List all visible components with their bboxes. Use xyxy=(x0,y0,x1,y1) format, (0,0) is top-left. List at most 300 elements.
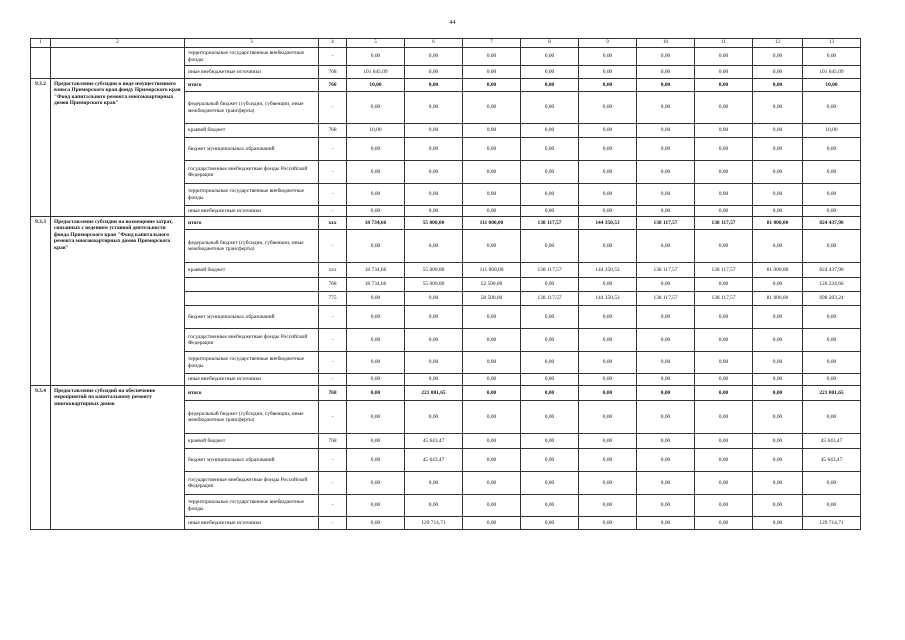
table-row xyxy=(31,386,861,401)
amount-cell: 0,00 xyxy=(695,138,753,161)
budget-code-cell: xxx xyxy=(319,263,347,278)
amount-cell: 0,00 xyxy=(579,92,637,124)
budget-code-cell: - xyxy=(319,206,347,217)
amount-cell: 0,00 xyxy=(405,79,463,92)
amount-cell: 0,00 xyxy=(695,124,753,138)
budget-code-cell: xxx xyxy=(319,217,347,230)
amount-cell: 0,00 xyxy=(347,306,405,329)
amount-cell: 0,00 xyxy=(579,352,637,374)
funding-source-cell: государственные внебюджетные фонды Российской Федерации xyxy=(185,161,319,184)
budget-code-cell: - xyxy=(319,230,347,263)
column-number-cell: 5 xyxy=(347,39,405,48)
amount-cell: 0,00 xyxy=(405,138,463,161)
amount-cell: 0,00 xyxy=(347,434,405,449)
amount-cell: 0,00 xyxy=(637,495,695,517)
amount-cell: 0,00 xyxy=(463,449,521,472)
amount-cell: 0,00 xyxy=(347,206,405,217)
budget-code-cell: 768 xyxy=(319,386,347,401)
amount-cell: 0,00 xyxy=(579,66,637,79)
amount-cell: 0,00 xyxy=(347,184,405,206)
column-number-cell: 1 xyxy=(31,39,51,48)
amount-cell: 81 000,00 xyxy=(753,292,803,306)
amount-cell: 0,00 xyxy=(695,352,753,374)
amount-cell: 698 203,24 xyxy=(803,292,861,306)
budget-code-cell: 768 xyxy=(319,66,347,79)
amount-cell: 0,00 xyxy=(637,329,695,352)
amount-cell: 0,00 xyxy=(579,386,637,401)
amount-cell: 138 117,57 xyxy=(521,263,579,278)
funding-source-cell: итого xyxy=(185,79,319,92)
amount-cell: 0,00 xyxy=(695,472,753,495)
amount-cell: 0,00 xyxy=(405,292,463,306)
amount-cell: 0,00 xyxy=(405,206,463,217)
amount-cell: 0,00 xyxy=(405,184,463,206)
amount-cell: 138 117,57 xyxy=(695,217,753,230)
funding-source-cell: государственные внебюджетные фонды Российской Федерации xyxy=(185,472,319,495)
amount-cell: 0,00 xyxy=(521,495,579,517)
funding-source-cell: краевой бюджет xyxy=(185,263,319,278)
amount-cell: 0,00 xyxy=(347,517,405,530)
budget-code-cell: - xyxy=(319,401,347,434)
amount-cell: 0,00 xyxy=(347,161,405,184)
amount-cell: 0,00 xyxy=(405,374,463,386)
budget-code-cell: - xyxy=(319,161,347,184)
amount-cell: 0,00 xyxy=(753,401,803,434)
amount-cell: 0,00 xyxy=(463,374,521,386)
budget-table xyxy=(30,38,861,530)
funding-source-cell: бюджет муниципальных образований xyxy=(185,449,319,472)
amount-cell: 0,00 xyxy=(637,401,695,434)
amount-cell: 0,00 xyxy=(579,138,637,161)
amount-cell: 0,00 xyxy=(347,138,405,161)
amount-cell: 0,00 xyxy=(347,352,405,374)
budget-code-cell: - xyxy=(319,472,347,495)
amount-cell: 144 350,53 xyxy=(579,292,637,306)
amount-cell: 0,00 xyxy=(753,472,803,495)
amount-cell: 0,00 xyxy=(753,124,803,138)
column-number-cell: 4 xyxy=(319,39,347,48)
amount-cell: 221 001,65 xyxy=(803,386,861,401)
amount-cell: 0,00 xyxy=(637,306,695,329)
amount-cell: 0,00 xyxy=(753,138,803,161)
amount-cell: 0,00 xyxy=(753,278,803,292)
amount-cell: 0,00 xyxy=(347,329,405,352)
amount-cell: 0,00 xyxy=(347,48,405,66)
amount-cell: 0,00 xyxy=(637,386,695,401)
amount-cell: 0,00 xyxy=(637,48,695,66)
funding-source-cell: итого xyxy=(185,217,319,230)
amount-cell: 0,00 xyxy=(637,79,695,92)
column-number-cell: 7 xyxy=(463,39,521,48)
amount-cell: 10,00 xyxy=(803,79,861,92)
amount-cell: 0,00 xyxy=(521,352,579,374)
amount-cell: 0,00 xyxy=(753,230,803,263)
amount-cell: 0,00 xyxy=(521,66,579,79)
amount-cell: 138 117,57 xyxy=(637,217,695,230)
amount-cell: 18 734,66 xyxy=(347,263,405,278)
amount-cell: 0,00 xyxy=(637,161,695,184)
funding-source-cell: федеральный бюджет (субсидии, субвенции, иные межбюджетные трансферты) xyxy=(185,92,319,124)
amount-cell: 0,00 xyxy=(753,161,803,184)
item-number-cell: 9.3.3 xyxy=(31,217,51,386)
amount-cell: 0,00 xyxy=(579,184,637,206)
funding-source-cell: территориальные государственные внебюджетные фонды xyxy=(185,184,319,206)
amount-cell: 0,00 xyxy=(637,230,695,263)
amount-cell: 0,00 xyxy=(637,472,695,495)
amount-cell: 0,00 xyxy=(405,161,463,184)
amount-cell: 138 117,57 xyxy=(521,217,579,230)
amount-cell: 0,00 xyxy=(347,92,405,124)
funding-source-cell xyxy=(185,292,319,306)
item-number-cell: 9.3.2 xyxy=(31,79,51,217)
amount-cell: 10,00 xyxy=(803,124,861,138)
amount-cell: 0,00 xyxy=(803,230,861,263)
amount-cell: 0,00 xyxy=(637,66,695,79)
item-number-cell: 9.3.4 xyxy=(31,386,51,530)
amount-cell: 144 350,53 xyxy=(579,217,637,230)
amount-cell: 824 437,90 xyxy=(803,217,861,230)
amount-cell: 0,00 xyxy=(521,374,579,386)
amount-cell: 0,00 xyxy=(803,92,861,124)
column-number-cell: 9 xyxy=(579,39,637,48)
amount-cell: 0,00 xyxy=(405,124,463,138)
amount-cell: 0,00 xyxy=(521,48,579,66)
amount-cell: 0,00 xyxy=(753,184,803,206)
amount-cell: 81 000,00 xyxy=(753,263,803,278)
amount-cell: 111 000,00 xyxy=(463,263,521,278)
table-row xyxy=(31,79,861,92)
funding-source-cell: краевой бюджет xyxy=(185,434,319,449)
funding-source-cell: территориальные государственные внебюджетные фонды xyxy=(185,495,319,517)
amount-cell: 0,00 xyxy=(579,48,637,66)
amount-cell: 45 643,47 xyxy=(405,449,463,472)
amount-cell: 0,00 xyxy=(637,449,695,472)
measure-name-cell xyxy=(51,48,185,79)
budget-code-cell: - xyxy=(319,184,347,206)
amount-cell: 0,00 xyxy=(347,449,405,472)
amount-cell: 0,00 xyxy=(521,517,579,530)
amount-cell: 55 000,00 xyxy=(405,278,463,292)
amount-cell: 0,00 xyxy=(463,230,521,263)
amount-cell: 0,00 xyxy=(347,374,405,386)
budget-code-cell: - xyxy=(319,495,347,517)
amount-cell: 0,00 xyxy=(579,449,637,472)
budget-code-cell: - xyxy=(319,329,347,352)
budget-code-cell: 775 xyxy=(319,292,347,306)
page-number: 44 xyxy=(449,20,456,26)
amount-cell: 0,00 xyxy=(463,495,521,517)
amount-cell: 18 734,66 xyxy=(347,217,405,230)
amount-cell: 101 645,09 xyxy=(803,66,861,79)
amount-cell: 0,00 xyxy=(753,48,803,66)
amount-cell: 0,00 xyxy=(463,472,521,495)
funding-source-cell xyxy=(185,278,319,292)
amount-cell: 0,00 xyxy=(463,329,521,352)
amount-cell: 81 000,00 xyxy=(753,217,803,230)
funding-source-cell: территориальные государственные внебюджетные фонды xyxy=(185,48,319,66)
amount-cell: 0,00 xyxy=(695,66,753,79)
amount-cell: 0,00 xyxy=(521,434,579,449)
amount-cell: 0,00 xyxy=(579,79,637,92)
column-number-row xyxy=(31,39,861,48)
amount-cell: 0,00 xyxy=(579,495,637,517)
amount-cell: 0,00 xyxy=(579,206,637,217)
amount-cell: 0,00 xyxy=(695,278,753,292)
amount-cell: 0,00 xyxy=(463,161,521,184)
amount-cell: 0,00 xyxy=(803,206,861,217)
amount-cell: 0,00 xyxy=(753,449,803,472)
amount-cell: 0,00 xyxy=(463,306,521,329)
amount-cell: 144 350,53 xyxy=(579,263,637,278)
amount-cell: 0,00 xyxy=(405,401,463,434)
amount-cell: 0,00 xyxy=(405,495,463,517)
amount-cell: 10,00 xyxy=(347,124,405,138)
amount-cell: 0,00 xyxy=(579,278,637,292)
table-row xyxy=(31,48,861,66)
amount-cell: 0,00 xyxy=(695,206,753,217)
amount-cell: 0,00 xyxy=(803,184,861,206)
amount-cell: 0,00 xyxy=(753,66,803,79)
amount-cell: 0,00 xyxy=(405,352,463,374)
amount-cell: 0,00 xyxy=(347,472,405,495)
budget-code-cell: 768 xyxy=(319,434,347,449)
amount-cell: 0,00 xyxy=(579,472,637,495)
amount-cell: 0,00 xyxy=(803,352,861,374)
amount-cell: 0,00 xyxy=(579,230,637,263)
amount-cell: 0,00 xyxy=(753,92,803,124)
amount-cell: 0,00 xyxy=(637,184,695,206)
amount-cell: 0,00 xyxy=(521,472,579,495)
amount-cell: 0,00 xyxy=(463,517,521,530)
column-number-cell: 13 xyxy=(803,39,861,48)
amount-cell: 0,00 xyxy=(579,306,637,329)
amount-cell: 824 437,90 xyxy=(803,263,861,278)
amount-cell: 0,00 xyxy=(637,434,695,449)
amount-cell: 0,00 xyxy=(753,386,803,401)
amount-cell: 0,00 xyxy=(753,329,803,352)
amount-cell: 0,00 xyxy=(521,138,579,161)
amount-cell: 0,00 xyxy=(463,79,521,92)
amount-cell: 0,00 xyxy=(753,352,803,374)
column-number-cell: 2 xyxy=(51,39,185,48)
amount-cell: 0,00 xyxy=(803,401,861,434)
amount-cell: 0,00 xyxy=(753,374,803,386)
amount-cell: 0,00 xyxy=(637,278,695,292)
amount-cell: 0,00 xyxy=(803,48,861,66)
amount-cell: 58 500,00 xyxy=(463,292,521,306)
amount-cell: 0,00 xyxy=(579,329,637,352)
measure-name-cell: Предоставление субсидии на возмещение затрат, связанных с ведением уставной деятельности фонда Приморского края "Фонд капитального ремонта многоквартирных домов Приморского края" xyxy=(51,217,185,386)
amount-cell: 0,00 xyxy=(521,230,579,263)
column-number-cell: 8 xyxy=(521,39,579,48)
column-number-cell: 11 xyxy=(695,39,753,48)
amount-cell: 111 000,00 xyxy=(463,217,521,230)
amount-cell: 0,00 xyxy=(579,517,637,530)
amount-cell: 0,00 xyxy=(695,374,753,386)
amount-cell: 0,00 xyxy=(463,434,521,449)
amount-cell: 0,00 xyxy=(579,434,637,449)
amount-cell: 55 000,00 xyxy=(405,217,463,230)
budget-code-cell: - xyxy=(319,352,347,374)
funding-source-cell: иные внебюджетные источники xyxy=(185,66,319,79)
amount-cell: 0,00 xyxy=(347,401,405,434)
amount-cell: 138 117,57 xyxy=(695,263,753,278)
measure-name-cell: Предоставление субсидий на обеспечение мероприятий по капитальному ремонту многоквартирных домов xyxy=(51,386,185,530)
amount-cell: 0,00 xyxy=(637,206,695,217)
amount-cell: 0,00 xyxy=(521,449,579,472)
amount-cell: 0,00 xyxy=(637,92,695,124)
funding-source-cell: краевой бюджет xyxy=(185,124,319,138)
amount-cell: 0,00 xyxy=(637,352,695,374)
budget-code-cell: 768 xyxy=(319,278,347,292)
column-number-cell: 6 xyxy=(405,39,463,48)
amount-cell: 0,00 xyxy=(463,401,521,434)
amount-cell: 0,00 xyxy=(521,124,579,138)
amount-cell: 0,00 xyxy=(521,306,579,329)
amount-cell: 138 117,57 xyxy=(637,263,695,278)
amount-cell: 0,00 xyxy=(521,79,579,92)
funding-source-cell: бюджет муниципальных образований xyxy=(185,138,319,161)
amount-cell: 0,00 xyxy=(803,495,861,517)
amount-cell: 0,00 xyxy=(637,138,695,161)
amount-cell: 0,00 xyxy=(637,374,695,386)
amount-cell: 0,00 xyxy=(405,48,463,66)
amount-cell: 0,00 xyxy=(695,449,753,472)
amount-cell: 0,00 xyxy=(695,517,753,530)
amount-cell: 0,00 xyxy=(753,306,803,329)
amount-cell: 0,00 xyxy=(405,472,463,495)
budget-code-cell: - xyxy=(319,306,347,329)
amount-cell: 0,00 xyxy=(347,230,405,263)
funding-source-cell: иные внебюджетные источники xyxy=(185,374,319,386)
amount-cell: 101 645,09 xyxy=(347,66,405,79)
amount-cell: 0,00 xyxy=(637,124,695,138)
budget-code-cell: 768 xyxy=(319,79,347,92)
column-number-cell: 12 xyxy=(753,39,803,48)
amount-cell: 0,00 xyxy=(695,401,753,434)
amount-cell: 0,00 xyxy=(463,184,521,206)
amount-cell: 0,00 xyxy=(695,306,753,329)
amount-cell: 0,00 xyxy=(753,79,803,92)
amount-cell: 0,00 xyxy=(753,434,803,449)
amount-cell: 0,00 xyxy=(803,472,861,495)
funding-source-cell: территориальные государственные внебюджетные фонды xyxy=(185,352,319,374)
table-row xyxy=(31,217,861,230)
amount-cell: 221 001,65 xyxy=(405,386,463,401)
amount-cell: 18 734,66 xyxy=(347,278,405,292)
amount-cell: 0,00 xyxy=(347,386,405,401)
amount-cell: 0,00 xyxy=(347,292,405,306)
amount-cell: 126 234,66 xyxy=(803,278,861,292)
amount-cell: 0,00 xyxy=(695,161,753,184)
amount-cell: 0,00 xyxy=(405,92,463,124)
amount-cell: 10,00 xyxy=(347,79,405,92)
amount-cell: 45 643,47 xyxy=(803,449,861,472)
column-number-cell: 10 xyxy=(637,39,695,48)
budget-code-cell: - xyxy=(319,449,347,472)
amount-cell: 138 117,57 xyxy=(637,292,695,306)
funding-source-cell: иные внебюджетные источники xyxy=(185,517,319,530)
funding-source-cell: итого xyxy=(185,386,319,401)
amount-cell: 0,00 xyxy=(637,517,695,530)
amount-cell: 0,00 xyxy=(521,206,579,217)
amount-cell: 0,00 xyxy=(695,184,753,206)
amount-cell: 0,00 xyxy=(695,92,753,124)
amount-cell: 0,00 xyxy=(695,230,753,263)
amount-cell: 0,00 xyxy=(347,495,405,517)
budget-code-cell: 768 xyxy=(319,124,347,138)
amount-cell: 138 117,57 xyxy=(521,292,579,306)
budget-code-cell: - xyxy=(319,138,347,161)
funding-source-cell: бюджет муниципальных образований xyxy=(185,306,319,329)
amount-cell: 129 714,71 xyxy=(405,517,463,530)
amount-cell: 0,00 xyxy=(463,124,521,138)
budget-code-cell: - xyxy=(319,48,347,66)
amount-cell: 0,00 xyxy=(695,495,753,517)
amount-cell: 0,00 xyxy=(521,278,579,292)
amount-cell: 0,00 xyxy=(521,386,579,401)
amount-cell: 0,00 xyxy=(463,352,521,374)
funding-source-cell: иные внебюджетные источники xyxy=(185,206,319,217)
column-number-cell: 3 xyxy=(185,39,319,48)
budget-code-cell: - xyxy=(319,374,347,386)
amount-cell: 0,00 xyxy=(695,434,753,449)
amount-cell: 0,00 xyxy=(405,230,463,263)
amount-cell: 0,00 xyxy=(695,329,753,352)
amount-cell: 55 000,00 xyxy=(405,263,463,278)
amount-cell: 0,00 xyxy=(803,329,861,352)
amount-cell: 0,00 xyxy=(463,386,521,401)
amount-cell: 0,00 xyxy=(463,92,521,124)
amount-cell: 0,00 xyxy=(753,517,803,530)
amount-cell: 0,00 xyxy=(579,401,637,434)
funding-source-cell: федеральный бюджет (субсидии, субвенции, иные межбюджетные трансферты) xyxy=(185,230,319,263)
amount-cell: 129 714,71 xyxy=(803,517,861,530)
amount-cell: 0,00 xyxy=(753,495,803,517)
amount-cell: 0,00 xyxy=(521,161,579,184)
amount-cell: 0,00 xyxy=(521,184,579,206)
funding-source-cell: государственные внебюджетные фонды Российской Федерации xyxy=(185,329,319,352)
amount-cell: 0,00 xyxy=(695,79,753,92)
amount-cell: 0,00 xyxy=(803,374,861,386)
amount-cell: 0,00 xyxy=(463,138,521,161)
amount-cell: 0,00 xyxy=(579,161,637,184)
amount-cell: 0,00 xyxy=(463,206,521,217)
amount-cell: 0,00 xyxy=(463,48,521,66)
amount-cell: 0,00 xyxy=(803,138,861,161)
amount-cell: 0,00 xyxy=(803,306,861,329)
amount-cell: 0,00 xyxy=(695,386,753,401)
item-number-cell xyxy=(31,48,51,79)
amount-cell: 0,00 xyxy=(405,306,463,329)
amount-cell: 0,00 xyxy=(753,206,803,217)
amount-cell: 0,00 xyxy=(803,161,861,184)
amount-cell: 52 500,00 xyxy=(463,278,521,292)
amount-cell: 0,00 xyxy=(463,66,521,79)
amount-cell: 0,00 xyxy=(521,401,579,434)
amount-cell: 0,00 xyxy=(579,374,637,386)
amount-cell: 45 643,47 xyxy=(803,434,861,449)
amount-cell: 0,00 xyxy=(579,124,637,138)
budget-code-cell: - xyxy=(319,92,347,124)
amount-cell: 138 117,57 xyxy=(695,292,753,306)
budget-code-cell: - xyxy=(319,517,347,530)
amount-cell: 0,00 xyxy=(521,92,579,124)
amount-cell: 0,00 xyxy=(521,329,579,352)
amount-cell: 0,00 xyxy=(695,48,753,66)
funding-source-cell: федеральный бюджет (субсидии, субвенции, иные межбюджетные трансферты) xyxy=(185,401,319,434)
measure-name-cell: Предоставление субсидии в виде имущественного взноса Приморского края фонду Приморского края "Фонд капитального ремонта многоквартирных домов Приморского края" xyxy=(51,79,185,217)
